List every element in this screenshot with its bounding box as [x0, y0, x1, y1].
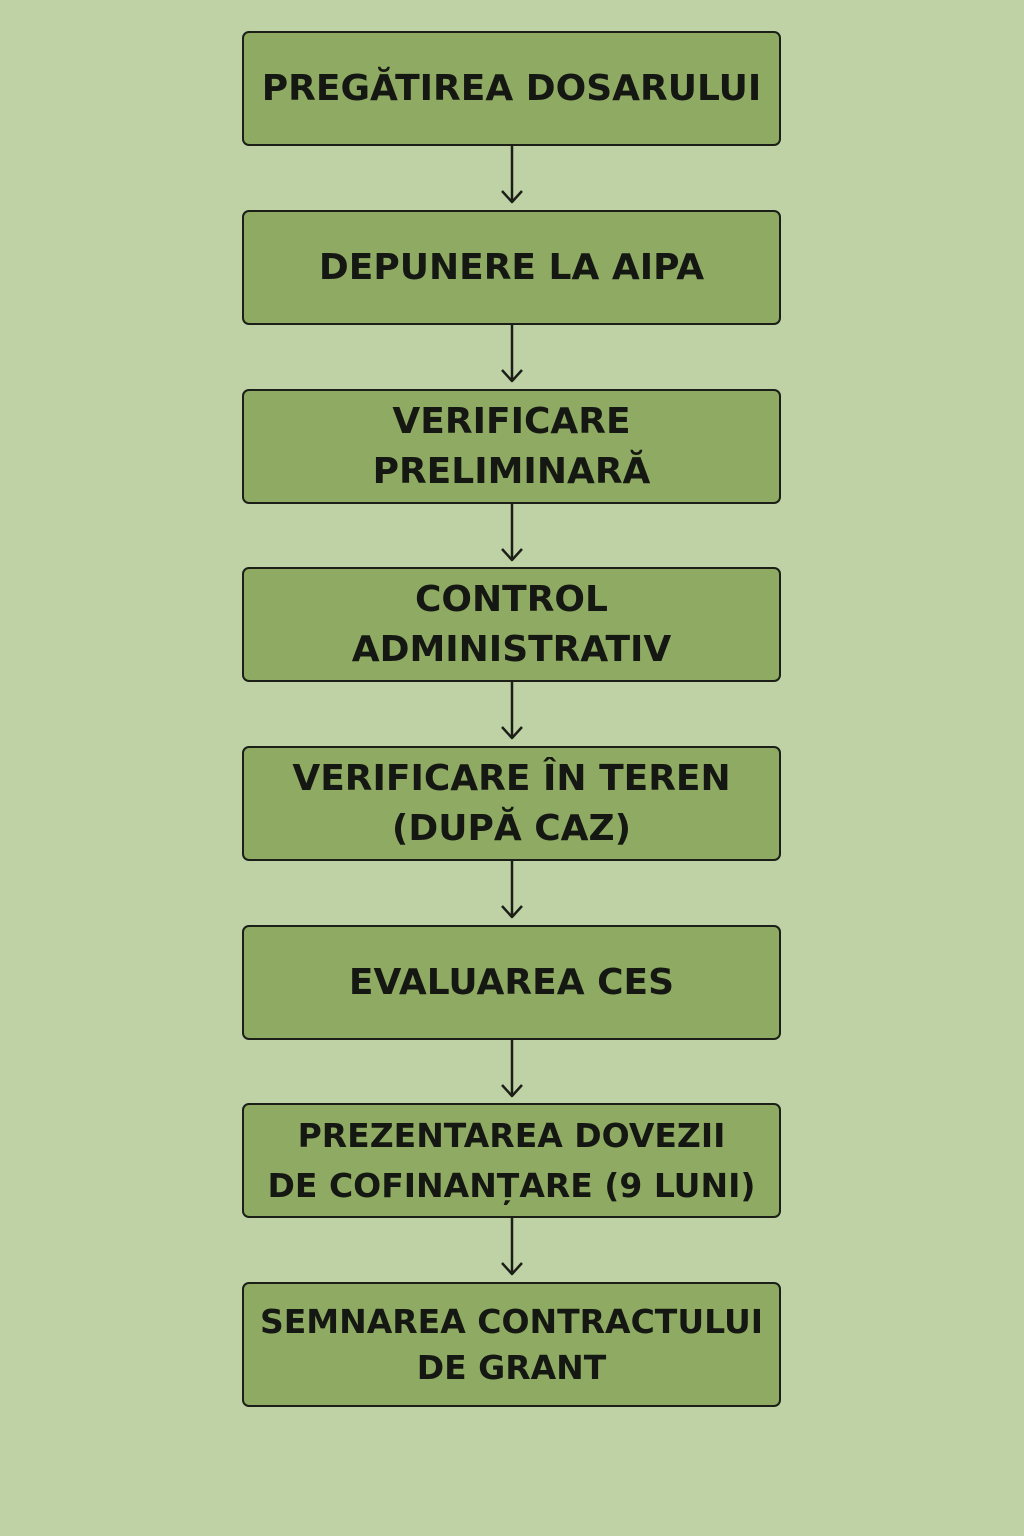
arrow-down-icon — [496, 503, 528, 569]
step-evaluarea-ces: EVALUAREA CES — [242, 925, 781, 1040]
arrow-down-icon — [496, 681, 528, 747]
arrow-down-icon — [496, 145, 528, 211]
arrow-down-icon — [496, 860, 528, 926]
arrow-down-icon — [496, 1039, 528, 1105]
arrow-down-icon — [496, 1217, 528, 1283]
step-verificare-in-teren: VERIFICARE ÎN TEREN (DUPĂ CAZ) — [242, 746, 781, 861]
step-prezentarea-dovezii: PREZENTAREA DOVEZII DE COFINANȚARE (9 LUNI) — [242, 1103, 781, 1218]
step-verificare-preliminara: VERIFICARE PRELIMINARĂ — [242, 389, 781, 504]
step-pregatirea-dosarului: PREGĂTIREA DOSARULUI — [242, 31, 781, 146]
step-semnarea-contractului: SEMNAREA CONTRACTULUI DE GRANT — [242, 1282, 781, 1407]
step-depunere-la-aipa: DEPUNERE LA AIPA — [242, 210, 781, 325]
arrow-down-icon — [496, 324, 528, 390]
step-control-administrativ: CONTROL ADMINISTRATIV — [242, 567, 781, 682]
